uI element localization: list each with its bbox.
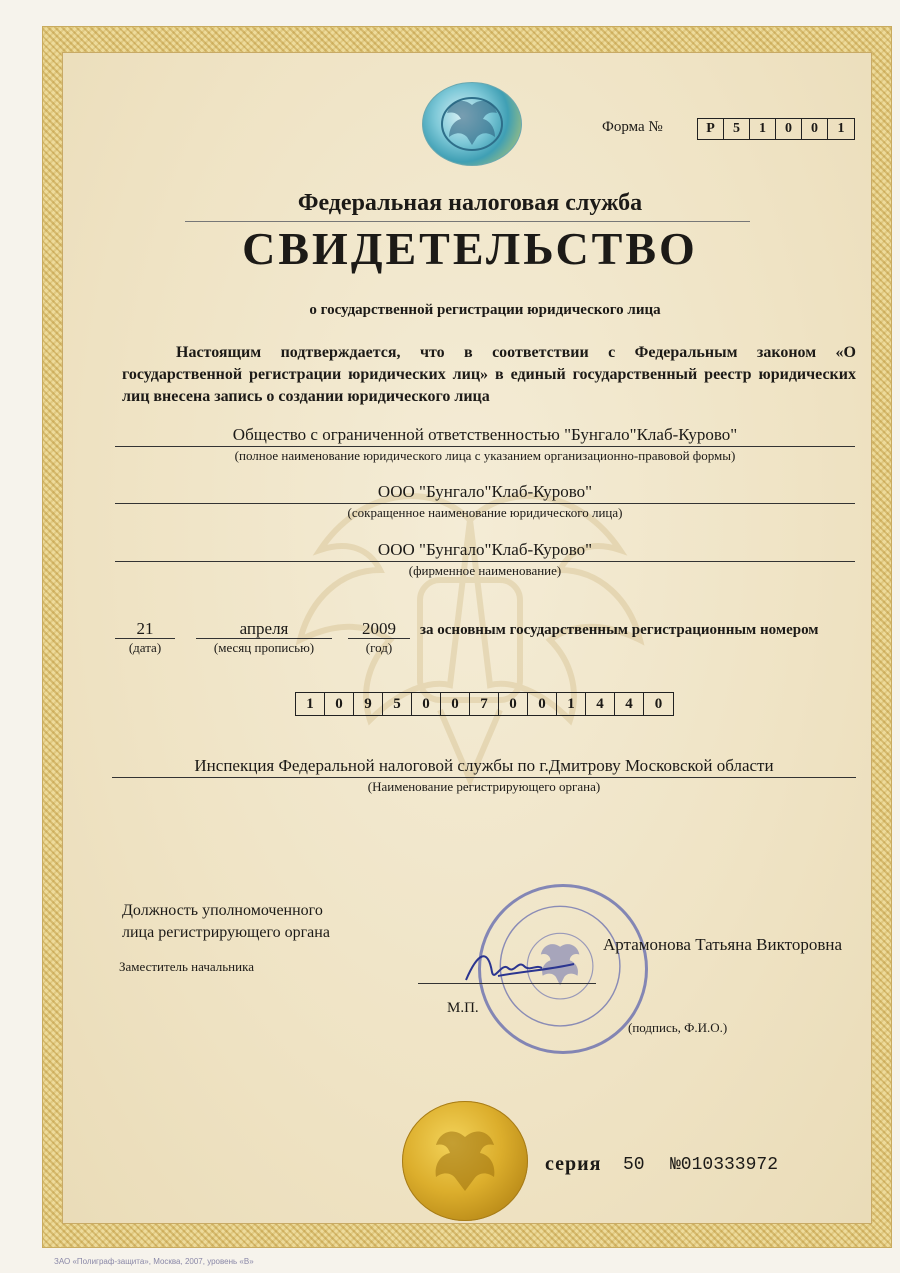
ogrn-digit: 4: [586, 693, 615, 715]
ogrn-digit: 7: [470, 693, 499, 715]
date-month-caption: (месяц прописью): [213, 640, 315, 655]
series-label: серия: [545, 1153, 602, 1175]
gold-seal-emblem-icon: [402, 1101, 528, 1221]
ogrn-digit: 0: [325, 693, 354, 715]
agency-title: Федеральная налоговая служба: [297, 190, 643, 216]
full-name-caption: (полное наименование юридического лица с указанием организационно-правовой формы): [234, 448, 736, 463]
printer-imprint: ЗАО «Полиграф-защита», Москва, 2007, уровень «В»: [54, 1257, 254, 1266]
short-name-caption: (сокращенное наименование юридического лица): [347, 505, 623, 520]
document-subtitle: о государственной регистрации юридического лица: [309, 302, 661, 318]
trade-name-caption: (фирменное наименование): [408, 563, 562, 578]
short-name-value: ООО "Бунгало"Клаб-Курово": [377, 482, 593, 501]
date-month: апреля: [239, 619, 289, 638]
ogrn-digit: 4: [615, 693, 644, 715]
form-code-cell: 0: [776, 119, 802, 139]
certificate-number: №010333972: [670, 1155, 779, 1175]
form-code-cell: 0: [802, 119, 828, 139]
date-day-line: [115, 638, 175, 639]
authority-value: Инспекция Федеральной налоговой службы по г.Дмитрову Московской области: [194, 756, 774, 775]
ogrn-digit: 0: [441, 693, 470, 715]
ogrn-number-boxes: [295, 692, 674, 716]
document-title: СВИДЕТЕЛЬСТВО: [242, 223, 698, 274]
authority-caption: (Наименование регистрирующего органа): [367, 779, 601, 794]
form-number-boxes: [697, 118, 855, 140]
ogrn-digit: 0: [528, 693, 557, 715]
ogrn-digit: 9: [354, 693, 383, 715]
ogrn-digit: 0: [412, 693, 441, 715]
date-day: 21: [136, 619, 154, 638]
position-label-line1: Должность уполномоченного: [122, 902, 323, 919]
date-month-line: [196, 638, 332, 639]
short-name-line: [115, 503, 855, 504]
date-year-line: [348, 638, 410, 639]
position-value: Заместитель начальника: [119, 959, 254, 974]
form-code-cell: 1: [837, 121, 845, 136]
date-year-caption: (год): [365, 640, 393, 655]
ogrn-digit: 1: [296, 693, 325, 715]
ogrn-label: за основным государственным регистрационным номером: [420, 622, 819, 638]
ogrn-digit: 5: [383, 693, 412, 715]
form-number-label: Форма №: [602, 119, 663, 135]
trade-name-value: ООО "Бунгало"Клаб-Курово": [377, 540, 593, 559]
signature-line: [418, 983, 596, 984]
position-label: [122, 900, 330, 944]
full-name-line: [115, 446, 855, 447]
date-day-caption: (дата): [128, 640, 162, 655]
full-name-value: Общество с ограниченной ответственностью "Бунгало"Клаб-Курово": [232, 425, 738, 444]
ogrn-digit: 0: [499, 693, 528, 715]
hologram-emblem-icon: [422, 82, 522, 166]
stamp-place-label: М.П.: [447, 1000, 479, 1016]
trade-name-line: [115, 561, 855, 562]
authority-line: [112, 777, 856, 778]
signer-name: Артамонова Татьяна Викторовна: [603, 935, 842, 954]
ogrn-digit: 0: [654, 696, 663, 712]
position-label-line2: лица регистрирующего органа: [122, 924, 330, 941]
handwritten-signature: [458, 942, 578, 992]
series-value: 50: [623, 1155, 645, 1175]
form-code-cell: 5: [724, 119, 750, 139]
intro-paragraph: [122, 342, 856, 408]
intro-text: Настоящим подтверждается, что в соответствии с Федеральным законом «О государственной регистрации юридических лиц» в единый государственный реестр юридических лиц внесена запись о создании юридического лица: [122, 344, 856, 405]
form-code-cell: 1: [750, 119, 776, 139]
signature-caption: (подпись, Ф.И.О.): [628, 1020, 728, 1035]
form-code-cell: Р: [698, 119, 724, 139]
date-year: 2009: [362, 619, 396, 638]
ogrn-digit: 1: [557, 693, 586, 715]
